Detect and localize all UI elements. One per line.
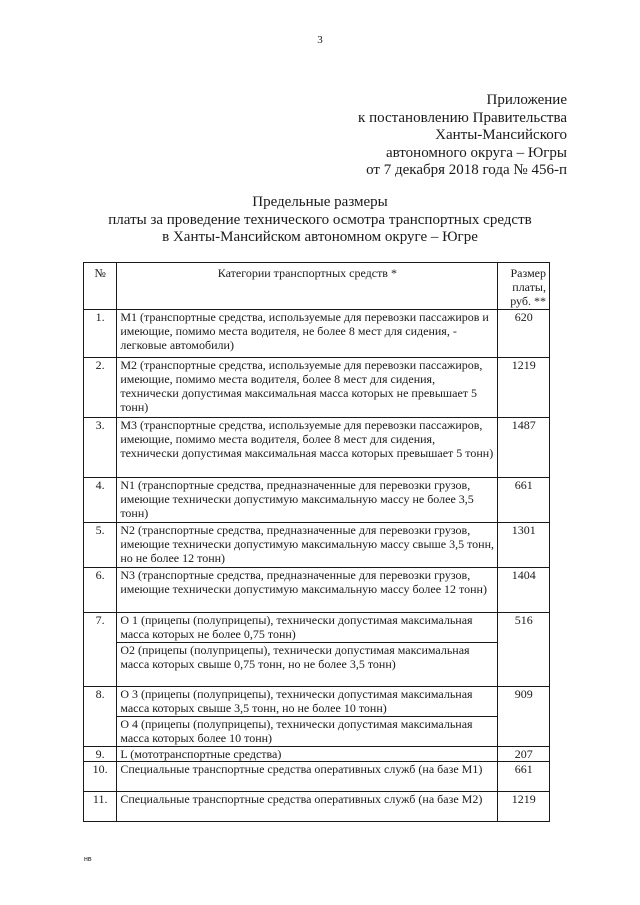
table-row — [84, 418, 550, 478]
table-row — [84, 568, 550, 613]
row-fee: 1219 — [498, 358, 550, 418]
annex-line: Приложение — [486, 92, 567, 108]
row-category: M3 (транспортные средства, используемые для перевозки пассажиров, имеющие, помимо места водителя, более 8 мест для сидения, технически допустимая максимальная масса которых превышает 5 тонн) — [117, 418, 498, 478]
row-number: 2. — [84, 358, 117, 418]
table-row — [84, 762, 550, 792]
table-row — [84, 687, 550, 717]
row-category: M2 (транспортные средства, используемые для перевозки пассажиров, имеющие, помимо места водителя, более 8 мест для сидения, технически допустимая максимальная масса которых не превышает 5 тонн) — [117, 358, 498, 418]
table-row — [84, 478, 550, 523]
table-row — [84, 643, 550, 687]
row-category: O 3 (прицепы (полуприцепы), технически допустимая максимальная масса которых свыше 3,5 тонн, но не более 10 тонн) — [117, 687, 498, 717]
title-line: платы за проведение технического осмотра транспортных средств — [108, 211, 532, 228]
row-number: 3. — [84, 418, 117, 478]
annex-line: от 7 декабря 2018 года № 456-п — [366, 162, 567, 178]
row-fee: 516 — [498, 613, 550, 687]
row-category: O 1 (прицепы (полуприцепы), технически допустимая максимальная масса которых не более 0,75 тонн) — [117, 613, 498, 643]
row-number: 9. — [84, 747, 117, 762]
row-number: 10. — [84, 762, 117, 792]
table-row — [84, 717, 550, 747]
row-fee: 1219 — [498, 792, 550, 822]
table-row — [84, 523, 550, 568]
row-fee: 207 — [498, 747, 550, 762]
fee-table — [83, 262, 550, 822]
row-category: N3 (транспортные средства, предназначенные для перевозки грузов, имеющие технически допустимую максимальную массу более 12 тонн) — [117, 568, 498, 613]
row-fee: 1404 — [498, 568, 550, 613]
table-row — [84, 613, 550, 643]
annex-line: к постановлению Правительства — [358, 109, 567, 126]
annex-line: автономного округа – Югры — [385, 144, 567, 161]
row-category: M1 (транспортные средства, используемые для перевозки пассажиров и имеющие, помимо места водителя, не более 8 мест для сидения, - легковые автомобили) — [117, 310, 498, 358]
row-number: 5. — [84, 523, 117, 568]
row-number: 4. — [84, 478, 117, 523]
row-fee: 909 — [498, 687, 550, 747]
row-number: 1. — [84, 310, 117, 358]
row-number: 8. — [84, 687, 117, 747]
header-number: № — [84, 263, 117, 310]
footer-mark: нв — [84, 856, 92, 863]
header-fee: Размер платы, руб. ** — [498, 263, 550, 310]
row-category: L (мототранспортные средства) — [117, 747, 498, 762]
row-number: 11. — [84, 792, 117, 822]
page-number: 3 — [317, 34, 323, 46]
document-title — [0, 194, 640, 247]
table-row — [84, 747, 550, 762]
row-number: 6. — [84, 568, 117, 613]
row-category: N1 (транспортные средства, предназначенные для перевозки грузов, имеющие технически допустимую максимальную массу не более 3,5 тонн) — [117, 478, 498, 523]
table-header-row — [84, 263, 550, 310]
header-category: Категории транспортных средств * — [117, 263, 498, 310]
table-row — [84, 358, 550, 418]
row-fee: 661 — [498, 478, 550, 523]
row-category-sub: O2 (прицепы (полуприцепы), технически допустимая максимальная масса которых свыше 0,75 тонн, но не более 3,5 тонн) — [117, 643, 498, 687]
row-category: N2 (транспортные средства, предназначенные для перевозки грузов, имеющие технически допустимую максимальную массу свыше 3,5 тонн, но не более 12 тонн) — [117, 523, 498, 568]
table-row — [84, 310, 550, 358]
annex-line: Ханты-Мансийского — [435, 127, 567, 143]
title-line: в Ханты-Мансийском автономном округе – Югре — [162, 229, 478, 245]
row-category-sub: O 4 (прицепы (полуприцепы), технически допустимая максимальная масса которых более 10 тонн) — [117, 717, 498, 747]
annex-block — [358, 92, 567, 180]
row-fee: 1301 — [498, 523, 550, 568]
table-row — [84, 792, 550, 822]
row-category: Специальные транспортные средства оперативных служб (на базе M2) — [117, 792, 498, 822]
row-fee: 1487 — [498, 418, 550, 478]
row-fee: 620 — [498, 310, 550, 358]
title-line: Предельные размеры — [252, 194, 388, 210]
row-number: 7. — [84, 613, 117, 687]
row-category: Специальные транспортные средства оперативных служб (на базе M1) — [117, 762, 498, 792]
row-fee: 661 — [498, 762, 550, 792]
